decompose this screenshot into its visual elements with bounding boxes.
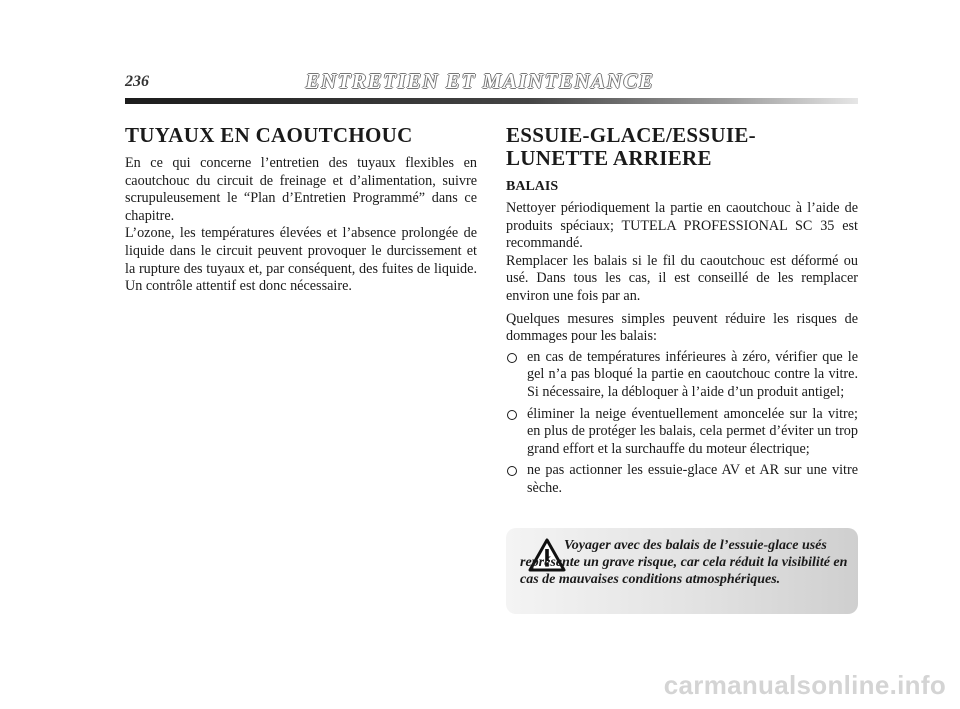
list-item-text: en cas de températures inférieures à zéro, vérifier que le gel n’a pas bloqué la partie en caoutchouc contre la vitre. Si nécessaire, la débloquer à l’aide d’un produit antigel; [527, 348, 858, 400]
circle-bullet-icon [507, 410, 517, 420]
section-heading-hoses: TUYAUX EN CAOUTCHOUC [125, 123, 413, 147]
left-column [125, 124, 477, 296]
warning-box [506, 528, 858, 614]
paragraph: Nettoyer périodiquement la partie en caoutchouc à l’aide de produits spéciaux; TUTELA PROFESSIONAL SC 35 est recommandé. [506, 200, 858, 252]
paragraph: Quelques mesures simples peuvent réduire les risques de dommages pour les balais: [506, 310, 858, 345]
warning-text: Voyager avec des balais de l’essuie-glace usés représente un grave risque, car cela réduit la visibilité en cas de mauvaises conditions atmosphériques. [520, 538, 848, 587]
paragraph: Remplacer les balais si le fil du caoutchouc est déformé ou usé. Dans tous les cas, il est conseillé de les remplacer environ une fois par an. [506, 252, 858, 304]
running-title: ENTRETIEN ET MAINTENANCE [305, 69, 655, 93]
right-column [506, 124, 858, 502]
list-item-text: ne pas actionner les essuie-glace AV et AR sur une vitre sèche. [527, 462, 858, 496]
section-heading-wipers: ESSUIE-GLACE/ESSUIE-LUNETTE ARRIERE [506, 123, 756, 170]
subheading-blades: BALAIS [506, 179, 559, 194]
header-rule [125, 98, 858, 104]
list-item [506, 349, 858, 402]
paragraph: En ce qui concerne l’entretien des tuyaux flexibles en caoutchouc du circuit de freinage et d’alimentation, suivre scrupuleusement le “Plan d’Entretien Programmé” dans ce chapitre. [125, 155, 477, 224]
circle-bullet-icon [507, 353, 517, 363]
bullet-list [506, 349, 858, 498]
list-item [506, 462, 858, 497]
circle-bullet-icon [507, 466, 517, 476]
page-number: 236 [125, 73, 149, 90]
watermark: carmanualsonline.info [663, 670, 946, 700]
list-item [506, 406, 858, 459]
paragraph: L’ozone, les températures élevées et l’absence prolongée de liquide dans le circuit peuvent provoquer le durcissement et la rupture des tuyaux et, par conséquent, des fuites de liquide. Un contrôle attentif est donc nécessaire. [125, 225, 477, 295]
list-item-text: éliminer la neige éventuellement amoncelée sur la vitre; en plus de protéger les balais, cela permet d’éviter un trop grand effort et la surchauffe du moteur électrique; [527, 405, 858, 457]
